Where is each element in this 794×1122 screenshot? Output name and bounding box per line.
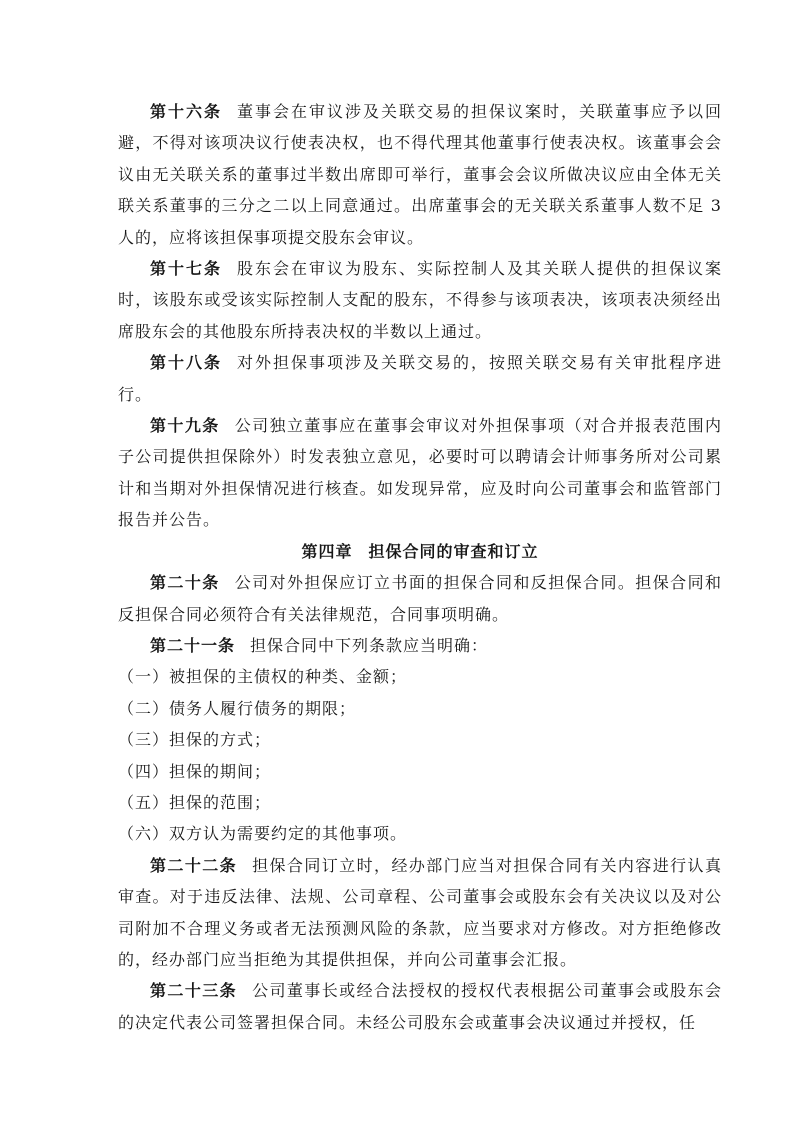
- document-body: [118, 96, 722, 1038]
- article-16-text: 董事会在审议涉及关联交易的担保议案时，关联董事应予以回避，不得对该项决议行使表决权，也不得代理其他董事行使表决权。该董事会会议由无关联关系的董事过半数出席即可举行，董事会会议所做决议应由全体无关联关系董事的三分之二以上同意通过。出席董事会的无关联关系董事人数不足 3 人的，应将该担保事项提交股东会审议。: [118, 102, 722, 247]
- article-20-text: 公司对外担保应订立书面的担保合同和反担保合同。担保合同和反担保合同必须符合有关法律规范，合同事项明确。: [118, 573, 722, 624]
- article-21-item-6: （六）双方认为需要约定的其他事项。: [118, 824, 408, 844]
- article-22: [118, 850, 722, 976]
- article-21-item-5: （五）担保的范围；: [118, 792, 272, 812]
- article-23: [118, 975, 722, 1038]
- article-21-item-3: （三）担保的方式；: [118, 730, 272, 750]
- article-21-item-2: （二）债务人履行债务的期限；: [118, 698, 357, 718]
- chapter-heading: [118, 536, 722, 567]
- chapter-number: 第四章: [301, 541, 353, 561]
- article-22-text: 担保合同订立时，经办部门应当对担保合同有关内容进行认真审查。对于违反法律、法规、公司章程、公司董事会或股东会有关决议以及对公司附加不合理义务或者无法预测风险的条款，应当要求对方修改。对方拒绝修改的，经办部门应当拒绝为其提供担保，并向公司董事会汇报。: [118, 855, 722, 969]
- article-21-item-4: （四）担保的期间；: [118, 761, 272, 781]
- article-17-number: 第十七条: [150, 259, 222, 279]
- article-19-text: 公司独立董事应在董事会审议对外担保事项（对合并报表范围内子公司提供担保除外）时发表独立意见，必要时可以聘请会计师事务所对公司累计和当期对外担保情况进行核查。如发现异常，应及时向公司董事会和监管部门报告并公告。: [118, 416, 722, 530]
- article-17-text: 股东会在审议为股东、实际控制人及其关联人提供的担保议案时，该股东或受该实际控制人支配的股东，不得参与该项表决，该项表决须经出席股东会的其他股东所持表决权的半数以上通过。: [118, 259, 722, 341]
- article-21: [118, 630, 722, 661]
- article-17: [118, 253, 722, 347]
- article-18: [118, 347, 722, 410]
- article-18-number: 第十八条: [150, 353, 222, 373]
- article-23-text: 公司董事长或经合法授权的授权代表根据公司董事会或股东会的决定代表公司签署担保合同。未经公司股东会或董事会决议通过并授权，任: [118, 981, 722, 1032]
- article-16-number: 第十六条: [150, 102, 222, 121]
- article-19-number: 第十九条: [150, 416, 220, 436]
- article-21-item-1: （一）被担保的主债权的种类、金额；: [118, 667, 408, 687]
- article-20-number: 第二十条: [150, 573, 220, 593]
- article-19: [118, 410, 722, 536]
- article-22-number: 第二十二条: [150, 855, 238, 875]
- article-21-text: 担保合同中下列条款应当明确：: [250, 635, 489, 655]
- article-21-number: 第二十一条: [150, 635, 236, 655]
- article-20: [118, 567, 722, 630]
- article-16: [118, 96, 722, 253]
- article-23-number: 第二十三条: [150, 981, 238, 1001]
- chapter-title: 担保合同的审查和订立: [368, 541, 539, 561]
- article-18-text: 对外担保事项涉及关联交易的，按照关联交易有关审批程序进行。: [118, 353, 722, 404]
